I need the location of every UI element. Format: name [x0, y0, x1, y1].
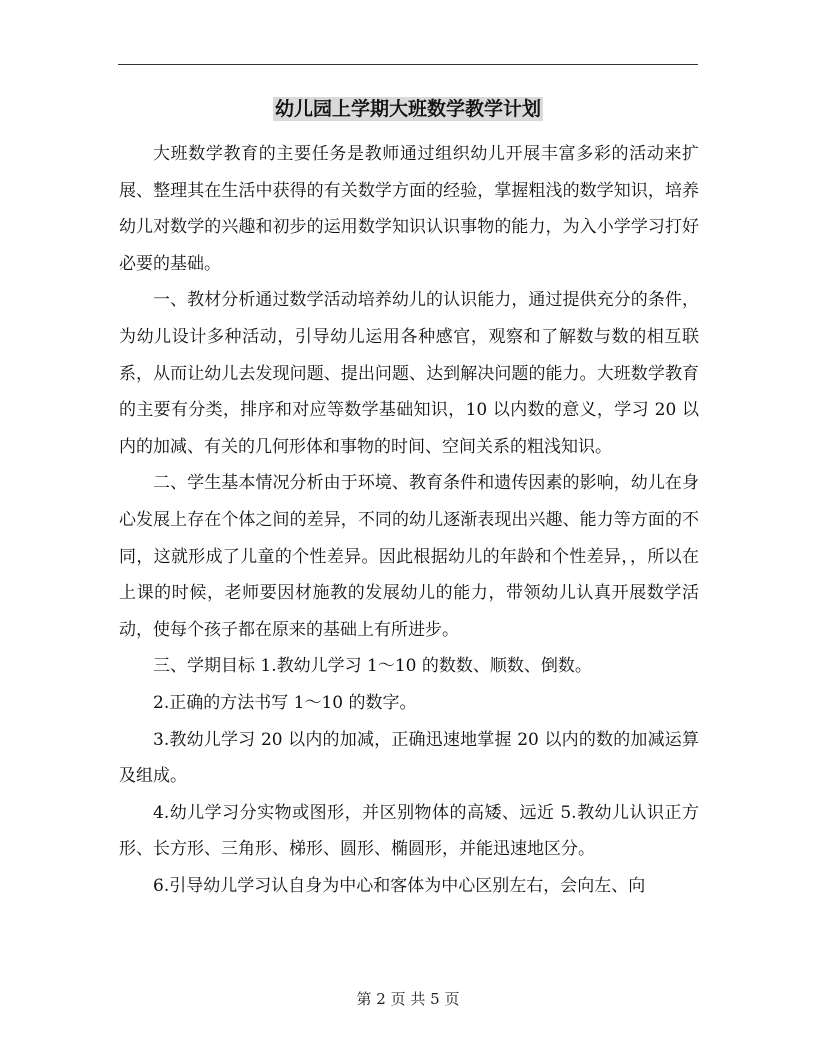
paragraph-material-analysis: 一、教材分析通过数学活动培养幼儿的认识能力，通过提供充分的条件，为幼儿设计多种活动，引导幼儿运用各种感官，观察和了解数与数的相互联系，从而让幼儿去发现问题、提出问题、达到解决问题的能力。大班数学教育的主要有分类，排序和对应等数学基础知识，10 以内数的意义，学习 20 以内的加减、有关的几何形体和事物的时间、空间关系的粗浅知识。	[119, 290, 699, 457]
paragraph-goal-4-5: 4.幼儿学习分实物或图形，并区别物体的高矮、远近 5.教幼儿认识正方形、长方形、三角形、梯形、圆形、椭圆形，并能迅速地区分。	[119, 802, 699, 860]
paragraph-intro: 大班数学教育的主要任务是教师通过组织幼儿开展丰富多彩的活动来扩展、整理其在生活中获得的有关数学方面的经验，掌握粗浅的数学知识，培养幼儿对数学的兴趣和初步的运用数学知识认识事物的能力，为入小学学习打好必要的基础。	[119, 144, 699, 274]
header-rule	[118, 64, 698, 65]
paragraph-goal-2: 2.正确的方法书写 1～10 的数字。	[153, 692, 417, 713]
page-footer	[0, 989, 816, 1009]
paragraph-student-analysis: 二、学生基本情况分析由于环境、教育条件和遗传因素的影响，幼儿在身心发展上存在个体之间的差异，不同的幼儿逐渐表现出兴趣、能力等方面的不同，这就形成了儿童的个性差异。因此根据幼儿的年龄和个性差异，，所以在上课的时候，老师要因材施教的发展幼儿的能力，带领幼儿认真开展数学活动，使每个孩子都在原来的基础上有所进步。	[119, 473, 699, 640]
page-title-text: 幼儿园上学期大班数学教学计划	[274, 98, 541, 120]
paragraph-goal-1: 三、学期目标 1.教幼儿学习 1～10 的数数、顺数、倒数。	[153, 656, 592, 677]
document-body	[119, 136, 699, 904]
paragraph-goal-3: 3.教幼儿学习 20 以内的加减，正确迅速地掌握 20 以内的数的加减运算及组成。	[119, 729, 699, 787]
paragraph-goal-6: 6.引导幼儿学习认自身为中心和客体为中心区别左右，会向左、向	[153, 875, 646, 896]
page-title	[0, 97, 816, 121]
page-number: 第 2 页 共 5 页	[356, 990, 460, 1008]
